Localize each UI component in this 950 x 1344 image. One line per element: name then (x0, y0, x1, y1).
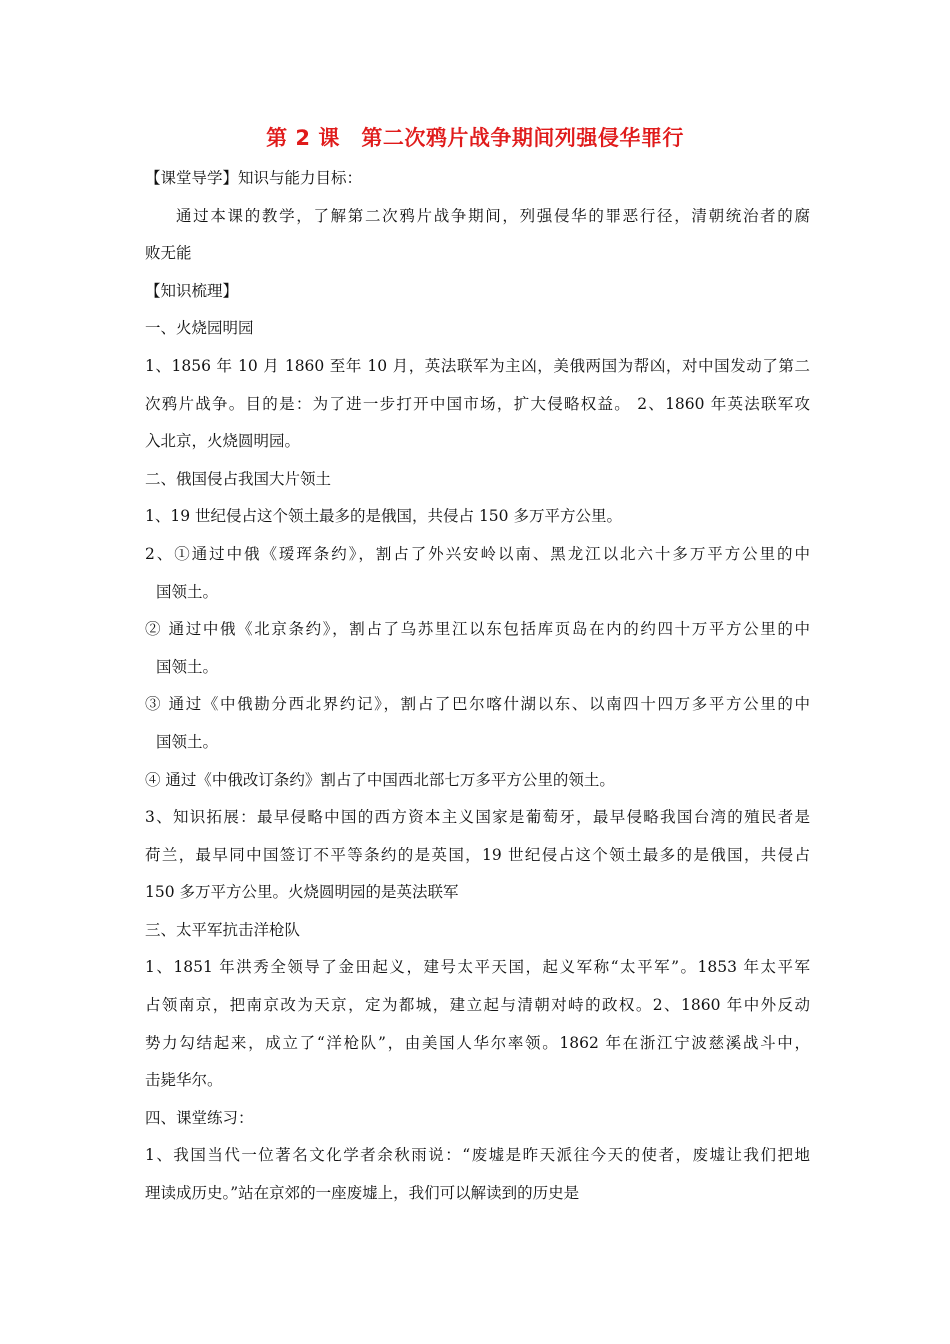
section-1-line-1: 1、1856 年 10 月 1860 至年 10 月，英法联军为主凶，美俄两国为帮凶，对中国发动了第二 (145, 356, 810, 375)
guide-heading: 【课堂导学】知识与能力目标： (145, 169, 363, 187)
section-2-item-1: 1、19 世纪侵占这个领土最多的是俄国，共侵占 150 多万平方公里。 (145, 507, 622, 526)
section-2-item-3-line-2: 国领土。 (156, 657, 219, 676)
section-3-line-2: 占领南京，把南京改为天京，定为都城，建立起与清朝对峙的政权。2、1860 年中外反动 (145, 996, 810, 1015)
section-2-heading: 二、俄国侵占我国大片领土 (145, 469, 332, 488)
section-3-line-1: 1、1851 年洪秀全领导了金田起义，建号太平天国，起义军称“太平军”。1853 年太平军 (145, 958, 810, 977)
goal-text-line-1: 通过本课的教学，了解第二次鸦片战争期间，列强侵华的罪恶行径，清朝统治者的腐 (176, 206, 810, 225)
section-3-heading: 三、太平军抗击洋枪队 (145, 920, 301, 939)
section-4-heading: 四、课堂练习： (145, 1108, 254, 1127)
lesson-title: 第 2 课 第二次鸦片战争期间列强侵华罪行 (266, 126, 684, 150)
goal-text-line-2: 败无能 (145, 244, 192, 263)
knowledge-extension-line-2: 荷兰，最早同中国签订不平等条约的是英国，19 世纪侵占这个领土最多的是俄国，共侵占 (145, 845, 810, 864)
section-3-line-4: 击毙华尔。 (145, 1071, 223, 1090)
section-2-item-4-line-2: 国领土。 (156, 732, 219, 751)
section-3-line-3: 势力勾结起来，成立了“洋枪队”，由美国人华尔率领。1862 年在浙江宁波慈溪战斗中， (145, 1033, 810, 1052)
section-2-item-3-line-1: ② 通过中俄《北京条约》，割占了乌苏里江以东包括库页岛在内的约四十万平方公里的中 (145, 620, 810, 639)
knowledge-extension-line-3: 150 多万平方公里。火烧圆明园的是英法联军 (145, 883, 459, 902)
section-2-item-2-line-2: 国领土。 (156, 582, 219, 601)
exercise-1-line-2: 理读成历史。”站在京郊的一座废墟上，我们可以解读到的历史是 (145, 1184, 580, 1203)
lesson-body (145, 160, 810, 1213)
section-2-item-5: ④ 通过《中俄改订条约》割占了中国西北部七万多平方公里的领土。 (145, 770, 615, 789)
knowledge-extension-line-1: 3、知识拓展：最早侵略中国的西方资本主义国家是葡萄牙，最早侵略我国台湾的殖民者是 (145, 808, 810, 827)
exercise-1-line-1: 1、我国当代一位著名文化学者余秋雨说：“废墟是昨天派往今天的使者，废墟让我们把地 (145, 1146, 810, 1165)
section-1-line-3: 入北京，火烧圆明园。 (145, 432, 301, 451)
knowledge-heading: 【知识梳理】 (145, 281, 239, 300)
section-2-item-4-line-1: ③ 通过《中俄勘分西北界约记》，割占了巴尔喀什湖以东、以南四十四万多平方公里的中 (145, 695, 810, 714)
section-1-line-2: 次鸦片战争。目的是：为了进一步打开中国市场，扩大侵略权益。 2、1860 年英法联军攻 (145, 394, 810, 413)
section-2-item-2-line-1: 2、①通过中俄《瑷珲条约》，割占了外兴安岭以南、黑龙江以北六十多万平方公里的中 (145, 544, 810, 563)
section-1-heading: 一、火烧园明园 (145, 319, 254, 338)
